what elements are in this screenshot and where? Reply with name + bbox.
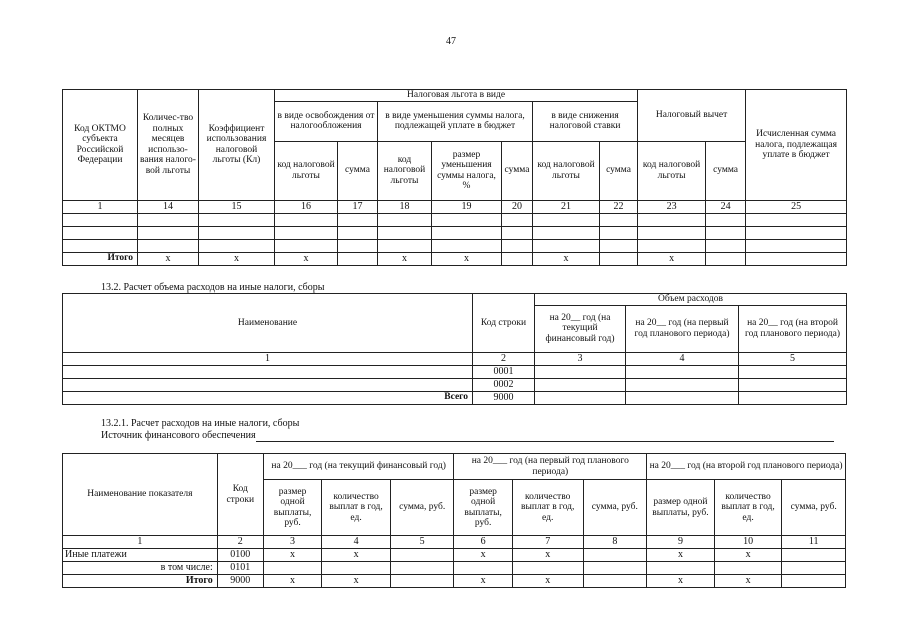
header-sum: сумма — [600, 141, 638, 200]
column-number: 23 — [638, 200, 706, 213]
funding-source-label: Источник финансового обеспечения — [101, 430, 256, 441]
column-number: 6 — [454, 536, 512, 549]
header-reduction: в виде уменьшения суммы налога, подлежащей уплате в бюджет — [378, 101, 533, 141]
column-number: 20 — [502, 200, 533, 213]
x-mark: х — [275, 252, 338, 265]
column-number: 4 — [626, 352, 739, 365]
header-first-plan-year: на 20__ год (на первый год планового периода) — [626, 305, 739, 352]
table-row — [63, 239, 847, 252]
header-sum: сумма, руб. — [583, 480, 647, 536]
table-row — [63, 378, 847, 391]
row-name: Иные платежи — [63, 549, 218, 562]
column-number: 1 — [63, 200, 138, 213]
column-number: 11 — [782, 536, 846, 549]
header-name: Наименование — [63, 294, 473, 353]
x-mark: х — [714, 575, 782, 588]
column-number: 22 — [600, 200, 638, 213]
row-code: 9000 — [217, 575, 263, 588]
section-13-2-1-title: 13.2.1. Расчет расходов на иные налоги, сборы — [101, 418, 300, 429]
total-label: Итого — [63, 575, 218, 588]
row-code: 0101 — [217, 562, 263, 575]
funding-source-line — [101, 430, 834, 442]
column-number: 18 — [378, 200, 432, 213]
header-sum: сумма — [338, 141, 378, 200]
column-number: 10 — [714, 536, 782, 549]
column-number: 21 — [533, 200, 600, 213]
total-label: Итого — [63, 252, 138, 265]
section-13-2-title: 13.2. Расчет объема расходов на иные налоги, сборы — [101, 282, 325, 293]
row-code: 0002 — [473, 378, 535, 391]
header-benefit-code: код налоговой льготы — [378, 141, 432, 200]
header-second-plan-year: на 20__ год (на второй год планового периода) — [739, 305, 847, 352]
x-mark: х — [512, 575, 583, 588]
row-code: 0001 — [473, 365, 535, 378]
table-row — [63, 562, 846, 575]
header-reduction-size: размер уменьшения суммы налога, % — [432, 141, 502, 200]
header-deduction-code: код налоговой льготы — [638, 141, 706, 200]
row-code: 0100 — [217, 549, 263, 562]
column-number: 15 — [199, 200, 275, 213]
table-row — [63, 365, 847, 378]
header-first-plan-year: на 20___ год (на первый год планового периода) — [454, 454, 647, 480]
other-taxes-volume-table — [62, 293, 847, 405]
x-mark: х — [432, 252, 502, 265]
header-coefficient: Коэффициент использования налоговой льготы (Кл) — [199, 90, 275, 201]
x-mark: х — [263, 549, 321, 562]
table-row — [63, 549, 846, 562]
header-payments-count: количество выплат в год, ед. — [714, 480, 782, 536]
x-mark: х — [533, 252, 600, 265]
column-number: 1 — [63, 352, 473, 365]
column-number: 3 — [535, 352, 626, 365]
total-row — [63, 391, 847, 404]
total-row — [63, 575, 846, 588]
header-second-plan-year: на 20___ год (на второй год планового периода) — [647, 454, 846, 480]
row-code: 9000 — [473, 391, 535, 404]
column-number: 2 — [473, 352, 535, 365]
header-tax-benefit: Налоговая льгота в виде — [275, 90, 638, 102]
column-number: 14 — [138, 200, 199, 213]
header-current-year: на 20__ год (на текущий финансовый год) — [535, 305, 626, 352]
x-mark: х — [454, 549, 512, 562]
funding-source-field[interactable] — [256, 431, 834, 442]
column-number: 25 — [746, 200, 847, 213]
table-row — [63, 213, 847, 226]
header-current-year: на 20___ год (на текущий финансовый год) — [263, 454, 454, 480]
x-mark: х — [322, 575, 391, 588]
table-row — [63, 226, 847, 239]
header-calculated-tax: Исчисленная сумма налога, подлежащая уплате в бюджет — [746, 90, 847, 201]
header-payments-count: количество выплат в год, ед. — [322, 480, 391, 536]
page-number: 47 — [446, 36, 456, 47]
column-numbers-row — [63, 536, 846, 549]
column-number: 8 — [583, 536, 647, 549]
header-expense-volume: Объем расходов — [535, 294, 847, 306]
x-mark: х — [263, 575, 321, 588]
header-rate-reduction: в виде снижения налоговой ставки — [533, 101, 638, 141]
row-name: в том числе: — [63, 562, 218, 575]
total-label: Всего — [63, 391, 473, 404]
x-mark: х — [322, 549, 391, 562]
x-mark: х — [138, 252, 199, 265]
x-mark: х — [512, 549, 583, 562]
header-row-code: Код строки — [473, 294, 535, 353]
x-mark: х — [647, 549, 715, 562]
header-sum: сумма, руб. — [782, 480, 846, 536]
column-number: 1 — [63, 536, 218, 549]
header-months-count: Количес-тво полных месяцев использо-вания налого-вой льготы — [138, 90, 199, 201]
header-row-code: Код строки — [217, 454, 263, 536]
tax-benefit-table — [62, 89, 847, 266]
x-mark: х — [714, 549, 782, 562]
column-numbers-row — [63, 200, 847, 213]
column-number: 24 — [706, 200, 746, 213]
x-mark: х — [454, 575, 512, 588]
header-benefit-code: код налоговой льготы — [533, 141, 600, 200]
column-number: 7 — [512, 536, 583, 549]
other-taxes-calculation-table — [62, 453, 846, 588]
x-mark: х — [638, 252, 706, 265]
header-oktmo: Код ОКТМО субъекта Российской Федерации — [63, 90, 138, 201]
header-indicator-name: Наименование показателя — [63, 454, 218, 536]
header-sum: сумма, руб. — [390, 480, 454, 536]
column-number: 2 — [217, 536, 263, 549]
total-row — [63, 252, 847, 265]
column-number: 4 — [322, 536, 391, 549]
column-number: 5 — [390, 536, 454, 549]
x-mark: х — [647, 575, 715, 588]
column-number: 9 — [647, 536, 715, 549]
column-number: 16 — [275, 200, 338, 213]
column-number: 19 — [432, 200, 502, 213]
header-exemption: в виде освобождения от налогообложения — [275, 101, 378, 141]
header-tax-deduction: Налоговый вычет — [638, 90, 746, 142]
header-payment-size: размер одной выплаты, руб. — [647, 480, 715, 536]
x-mark: х — [199, 252, 275, 265]
header-sum: сумма — [502, 141, 533, 200]
column-numbers-row — [63, 352, 847, 365]
header-sum: сумма — [706, 141, 746, 200]
column-number: 17 — [338, 200, 378, 213]
x-mark: х — [378, 252, 432, 265]
header-benefit-code: код налоговой льготы — [275, 141, 338, 200]
header-payment-size: размер одной выплаты, руб. — [454, 480, 512, 536]
column-number: 3 — [263, 536, 321, 549]
header-payment-size: размер одной выплаты, руб. — [263, 480, 321, 536]
column-number: 5 — [739, 352, 847, 365]
header-payments-count: количество выплат в год, ед. — [512, 480, 583, 536]
